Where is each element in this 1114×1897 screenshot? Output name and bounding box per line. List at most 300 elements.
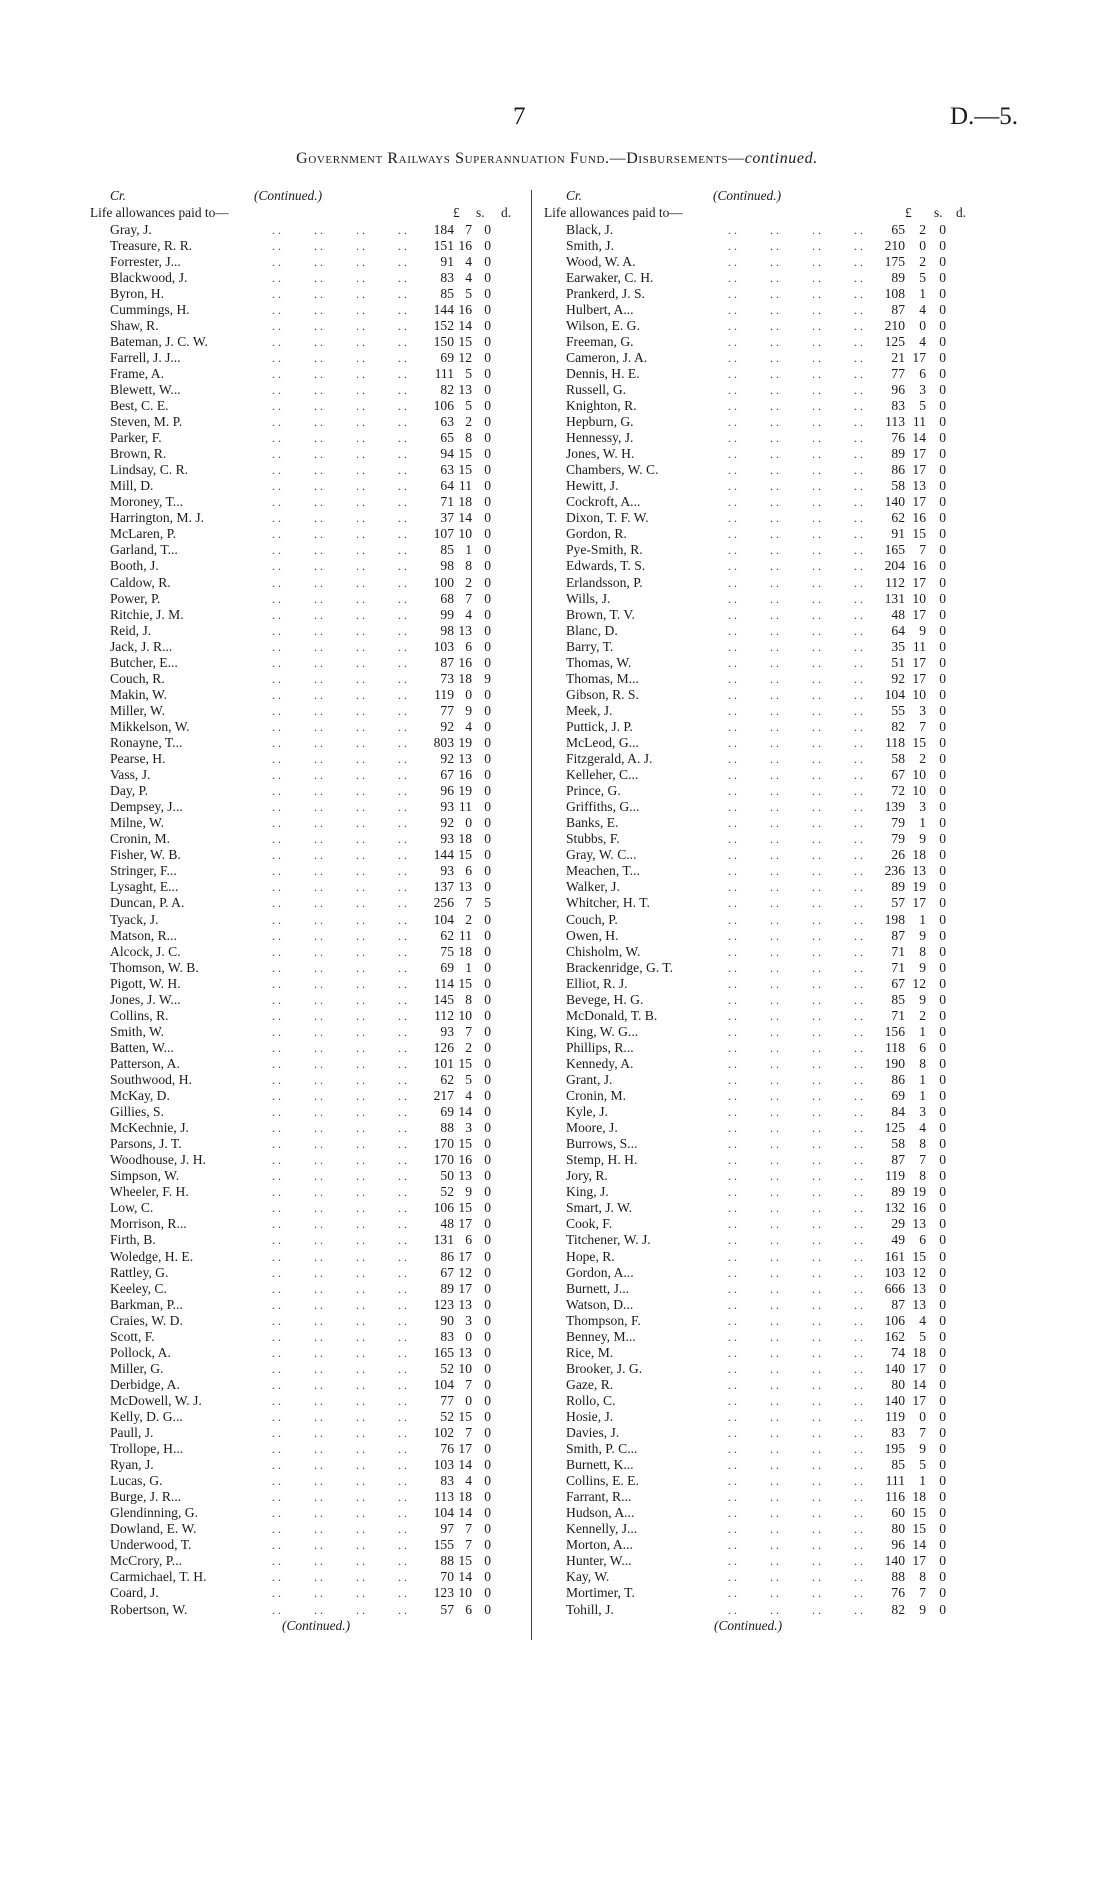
payee-name: Hepburn, G. xyxy=(566,414,634,430)
leader-dots: .. .. .. .. xyxy=(272,334,410,349)
pounds-value: 65 xyxy=(891,221,905,237)
ledger-row xyxy=(92,1361,522,1377)
payee-name: Gordon, R. xyxy=(566,526,627,542)
pounds-value: 85 xyxy=(440,285,454,301)
shillings-value: 10 xyxy=(458,1360,472,1376)
shillings-value: 7 xyxy=(919,1585,926,1601)
shillings-value: 10 xyxy=(458,1007,472,1023)
pounds-value: 190 xyxy=(884,1055,905,1071)
ledger-row xyxy=(548,735,978,751)
payee-name: Byron, H. xyxy=(110,285,164,301)
pence-value: 0 xyxy=(939,1312,946,1328)
pounds-value: 217 xyxy=(433,1088,454,1104)
shillings-value: 2 xyxy=(465,414,472,430)
shillings-value: 6 xyxy=(465,638,472,654)
payee-name: Smith, P. C... xyxy=(566,1441,638,1457)
ledger-row xyxy=(92,318,522,334)
payee-name: Jory, R. xyxy=(566,1168,608,1184)
leader-dots: .. .. .. .. xyxy=(272,992,410,1007)
leader-dots: .. .. .. .. xyxy=(728,431,866,446)
pounds-value: 113 xyxy=(434,1489,454,1505)
leader-dots: .. .. .. .. xyxy=(272,270,410,285)
ledger-row xyxy=(92,350,522,366)
ledger-row xyxy=(548,976,978,992)
payee-name: Phillips, R... xyxy=(566,1039,634,1055)
payee-name: Alcock, J. C. xyxy=(110,943,181,959)
payee-name: Patterson, A. xyxy=(110,1055,180,1071)
pence-value: 0 xyxy=(939,1168,946,1184)
ledger-row xyxy=(548,1249,978,1265)
leader-dots: .. .. .. .. xyxy=(728,415,866,430)
shillings-value: 17 xyxy=(458,1441,472,1457)
pounds-value: 210 xyxy=(884,317,905,333)
shillings-value: 13 xyxy=(912,863,926,879)
shillings-value: 7 xyxy=(465,895,472,911)
ledger-row xyxy=(92,976,522,992)
payee-name: Cockroft, A... xyxy=(566,494,641,510)
leader-dots: .. .. .. .. xyxy=(272,1554,410,1569)
ledger-row xyxy=(548,1441,978,1457)
pence-value: 0 xyxy=(939,686,946,702)
pence-value: 0 xyxy=(939,462,946,478)
pence-value: 0 xyxy=(939,991,946,1007)
ledger-row xyxy=(548,719,978,735)
shillings-value: 15 xyxy=(912,526,926,542)
shillings-value: 15 xyxy=(458,333,472,349)
page-number: 7 xyxy=(513,103,526,130)
payee-name: Jones, W. H. xyxy=(566,446,635,462)
payee-name: Southwood, H. xyxy=(110,1071,192,1087)
payee-name: Hennessy, J. xyxy=(566,430,634,446)
payee-name: Simpson, W. xyxy=(110,1168,180,1184)
shillings-value: 9 xyxy=(919,831,926,847)
pence-value: 0 xyxy=(484,1280,491,1296)
shillings-value: 13 xyxy=(458,751,472,767)
pounds-value: 113 xyxy=(885,414,905,430)
leader-dots: .. .. .. .. xyxy=(728,495,866,510)
pence-value: 0 xyxy=(484,414,491,430)
leader-dots: .. .. .. .. xyxy=(728,1426,866,1441)
leader-dots: .. .. .. .. xyxy=(728,800,866,815)
leader-dots: .. .. .. .. xyxy=(728,1474,866,1489)
pence-value: 0 xyxy=(939,799,946,815)
pounds-value: 80 xyxy=(891,1521,905,1537)
pounds-value: 65 xyxy=(440,430,454,446)
pence-value: 0 xyxy=(939,735,946,750)
pounds-value: 55 xyxy=(891,702,905,718)
leader-dots: .. .. .. .. xyxy=(272,1153,410,1168)
pounds-value: 119 xyxy=(885,1168,905,1184)
ledger-row xyxy=(548,847,978,863)
pounds-value: 82 xyxy=(440,381,454,397)
payee-name: Kay, W. xyxy=(566,1569,610,1585)
payee-name: Barkman, P... xyxy=(110,1296,183,1312)
ledger-row xyxy=(548,1602,978,1618)
leader-dots: .. .. .. .. xyxy=(272,1313,410,1328)
pounds-value: 87 xyxy=(891,1296,905,1312)
shillings-value: 5 xyxy=(465,285,472,301)
ledger-row xyxy=(92,1072,522,1088)
pounds-value: 111 xyxy=(885,1473,905,1489)
pounds-value: 165 xyxy=(433,1344,454,1360)
shillings-value: 17 xyxy=(912,606,926,622)
leader-dots: .. .. .. .. xyxy=(728,447,866,462)
payee-name: Davies, J. xyxy=(566,1425,620,1441)
leader-dots: .. .. .. .. xyxy=(272,864,410,879)
pence-value: 0 xyxy=(484,863,491,879)
pence-value: 0 xyxy=(939,975,946,991)
payee-name: Gray, W. C... xyxy=(566,847,637,863)
pence-value: 0 xyxy=(939,831,946,847)
leader-dots: .. .. .. .. xyxy=(728,607,866,622)
pounds-value: 70 xyxy=(440,1569,454,1585)
pounds-value: 123 xyxy=(433,1296,454,1312)
leader-dots: .. .. .. .. xyxy=(728,880,866,895)
ledger-row xyxy=(92,1313,522,1329)
shillings-value: 15 xyxy=(912,1248,926,1264)
continued-label: (Continued.) xyxy=(254,188,323,203)
pence-value: 0 xyxy=(939,590,946,606)
leader-dots: .. .. .. .. xyxy=(272,848,410,863)
leader-dots: .. .. .. .. xyxy=(272,366,410,381)
leader-dots: .. .. .. .. xyxy=(728,1602,866,1617)
ledger-row xyxy=(92,222,522,238)
leader-dots: .. .. .. .. xyxy=(728,639,866,654)
shillings-value: 5 xyxy=(919,398,926,414)
shillings-value: 10 xyxy=(458,1585,472,1601)
pence-value: 0 xyxy=(484,622,491,638)
shillings-value: 7 xyxy=(465,221,472,237)
payee-name: Booth, J. xyxy=(110,558,159,574)
pounds-value: 63 xyxy=(440,462,454,478)
leader-dots: .. .. .. .. xyxy=(272,1201,410,1216)
pounds-value: 76 xyxy=(891,1585,905,1601)
pounds-value: 161 xyxy=(884,1248,905,1264)
leader-dots: .. .. .. .. xyxy=(272,703,410,718)
shillings-value: 13 xyxy=(458,1344,472,1360)
payee-name: Brooker, J. G. xyxy=(566,1360,643,1376)
leader-dots: .. .. .. .. xyxy=(728,1056,866,1071)
pounds-value: 91 xyxy=(440,253,454,269)
leader-dots: .. .. .. .. xyxy=(728,1506,866,1521)
pence-value: 0 xyxy=(939,847,946,863)
pence-value: 0 xyxy=(939,253,946,269)
column-header xyxy=(92,188,522,205)
pounds-value: 92 xyxy=(891,670,905,686)
leader-dots: .. .. .. .. xyxy=(728,1201,866,1216)
ledger-row xyxy=(548,286,978,302)
shillings-value: 18 xyxy=(458,831,472,847)
leader-dots: .. .. .. .. xyxy=(728,1281,866,1296)
ledger-row xyxy=(548,254,978,270)
column-divider xyxy=(531,190,532,1640)
shillings-value: 18 xyxy=(458,943,472,959)
pounds-value: 74 xyxy=(891,1344,905,1360)
leader-dots: .. .. .. .. xyxy=(272,382,410,397)
ledger-row xyxy=(548,510,978,526)
shillings-value: 17 xyxy=(912,895,926,911)
shillings-value: 12 xyxy=(458,1264,472,1280)
leader-dots: .. .. .. .. xyxy=(728,334,866,349)
left-column xyxy=(90,188,522,1633)
leader-dots: .. .. .. .. xyxy=(272,1297,410,1312)
leader-dots: .. .. .. .. xyxy=(272,1249,410,1264)
cr-label: Cr. xyxy=(566,188,583,203)
pounds-value: 175 xyxy=(884,253,905,269)
shillings-value: 1 xyxy=(919,815,926,831)
shillings-header: s. xyxy=(934,205,943,220)
ledger-row xyxy=(548,1585,978,1601)
shillings-value: 13 xyxy=(912,1216,926,1232)
pence-value: 0 xyxy=(484,1376,491,1392)
pounds-value: 62 xyxy=(440,927,454,943)
shillings-value: 8 xyxy=(919,1136,926,1152)
shillings-value: 0 xyxy=(465,1328,472,1344)
leader-dots: .. .. .. .. xyxy=(728,784,866,799)
pounds-value: 79 xyxy=(891,831,905,847)
pounds-value: 67 xyxy=(440,1264,454,1280)
ledger-row xyxy=(92,591,522,607)
pence-value: 0 xyxy=(939,1039,946,1055)
shillings-value: 11 xyxy=(458,927,472,943)
payee-name: Bevege, H. G. xyxy=(566,991,644,1007)
ledger-row xyxy=(548,1345,978,1361)
ledger-row xyxy=(548,799,978,815)
leader-dots: .. .. .. .. xyxy=(272,318,410,333)
leader-dots: .. .. .. .. xyxy=(272,1281,410,1296)
pence-value: 0 xyxy=(939,702,946,718)
pounds-value: 35 xyxy=(891,638,905,654)
pounds-value: 52 xyxy=(440,1360,454,1376)
ledger-row xyxy=(548,831,978,847)
ledger-row xyxy=(548,222,978,238)
shillings-value: 8 xyxy=(919,943,926,959)
payee-name: Moroney, T... xyxy=(110,494,183,510)
shillings-value: 14 xyxy=(458,1104,472,1120)
shillings-value: 17 xyxy=(912,494,926,510)
pounds-value: 96 xyxy=(891,381,905,397)
leader-dots: .. .. .. .. xyxy=(272,1217,410,1232)
ledger-row xyxy=(548,992,978,1008)
pence-value: 0 xyxy=(484,927,491,943)
ledger-row xyxy=(92,575,522,591)
pounds-value: 71 xyxy=(891,943,905,959)
shillings-value: 8 xyxy=(465,991,472,1007)
ledger-row xyxy=(548,1265,978,1281)
payee-name: Gray, J. xyxy=(110,221,152,237)
shillings-value: 0 xyxy=(919,1408,926,1424)
shillings-value: 5 xyxy=(465,398,472,414)
leader-dots: .. .. .. .. xyxy=(728,559,866,574)
leader-dots: .. .. .. .. xyxy=(272,543,410,558)
ledger-row xyxy=(548,928,978,944)
shillings-value: 8 xyxy=(465,430,472,446)
leader-dots: .. .. .. .. xyxy=(728,1345,866,1360)
title-main: Government Railways Superannuation Fund.—Disbursements— xyxy=(296,150,745,167)
ledger-row xyxy=(548,1393,978,1409)
shillings-value: 13 xyxy=(458,622,472,638)
pence-value: 0 xyxy=(939,478,946,494)
shillings-value: 0 xyxy=(465,1392,472,1408)
payee-name: Black, J. xyxy=(566,221,614,237)
shillings-value: 7 xyxy=(465,1425,472,1441)
pounds-value: 93 xyxy=(440,799,454,815)
leader-dots: .. .. .. .. xyxy=(272,1377,410,1392)
cr-label: Cr. xyxy=(110,188,127,203)
payee-name: Cummings, H. xyxy=(110,301,190,317)
pence-value: 0 xyxy=(939,654,946,670)
pounds-value: 88 xyxy=(440,1120,454,1136)
ledger-row xyxy=(92,382,522,398)
payee-name: Grant, J. xyxy=(566,1071,613,1087)
section-label: Life allowances paid to— xyxy=(544,205,683,220)
payee-name: Pollock, A. xyxy=(110,1344,171,1360)
ledger-row xyxy=(92,1329,522,1345)
payee-name: Miller, W. xyxy=(110,702,165,718)
pence-value: 0 xyxy=(484,815,491,831)
pence-value: 0 xyxy=(939,526,946,542)
pence-value: 0 xyxy=(939,1457,946,1473)
payee-name: Griffiths, G... xyxy=(566,799,640,815)
shillings-value: 10 xyxy=(912,767,926,783)
ledger-row xyxy=(548,478,978,494)
ledger-row xyxy=(92,430,522,446)
ledger-row xyxy=(548,1184,978,1200)
leader-dots: .. .. .. .. xyxy=(272,719,410,734)
pence-value: 0 xyxy=(484,1537,491,1553)
pence-value: 0 xyxy=(484,1136,491,1152)
ledger-row xyxy=(548,526,978,542)
pence-value: 0 xyxy=(939,317,946,333)
payee-name: Miller, G. xyxy=(110,1360,164,1376)
payee-name: Morrison, R... xyxy=(110,1216,187,1232)
ledger-row xyxy=(92,414,522,430)
shillings-value: 16 xyxy=(458,654,472,670)
leader-dots: .. .. .. .. xyxy=(272,880,410,895)
ledger-row xyxy=(92,1152,522,1168)
ledger-row xyxy=(92,1537,522,1553)
shillings-value: 10 xyxy=(458,526,472,542)
pence-value: 0 xyxy=(484,1232,491,1248)
shillings-value: 15 xyxy=(912,1505,926,1521)
pounds-value: 114 xyxy=(434,975,454,991)
ledger-row xyxy=(548,446,978,462)
ledger-row xyxy=(92,944,522,960)
ledger-row xyxy=(548,334,978,350)
payee-name: McCrory, P... xyxy=(110,1553,182,1569)
pounds-value: 123 xyxy=(433,1585,454,1601)
payee-name: Chambers, W. C. xyxy=(566,462,659,478)
pence-value: 0 xyxy=(484,799,491,815)
payee-name: Woledge, H. E. xyxy=(110,1248,194,1264)
shillings-value: 4 xyxy=(919,1312,926,1328)
pence-value: 0 xyxy=(484,879,491,895)
payee-name: Lysaght, E... xyxy=(110,879,179,895)
leader-dots: .. .. .. .. xyxy=(272,1538,410,1553)
ledger-row xyxy=(92,254,522,270)
ledger-row xyxy=(92,1056,522,1072)
shillings-value: 15 xyxy=(458,1553,472,1569)
ledger-row xyxy=(548,1024,978,1040)
ledger-row xyxy=(548,1136,978,1152)
payee-name: Reid, J. xyxy=(110,622,152,638)
pence-value: 0 xyxy=(484,783,491,799)
shillings-value: 6 xyxy=(465,863,472,879)
leader-dots: .. .. .. .. xyxy=(728,222,866,237)
payee-name: Caldow, R. xyxy=(110,574,171,590)
ledger-row xyxy=(92,799,522,815)
shillings-value: 15 xyxy=(458,446,472,462)
leader-dots: .. .. .. .. xyxy=(728,655,866,670)
shillings-value: 1 xyxy=(919,911,926,927)
ledger-row xyxy=(92,687,522,703)
leader-dots: .. .. .. .. xyxy=(272,1474,410,1489)
payee-name: Puttick, J. P. xyxy=(566,718,633,734)
ledger-row xyxy=(548,751,978,767)
payee-name: Kyle, J. xyxy=(566,1104,608,1120)
shillings-value: 15 xyxy=(458,462,472,478)
leader-dots: .. .. .. .. xyxy=(272,1602,410,1617)
pence-value: 0 xyxy=(484,654,491,670)
payee-name: Power, P. xyxy=(110,590,161,606)
ledger-row xyxy=(92,1585,522,1601)
ledger-row xyxy=(548,1281,978,1297)
pounds-value: 106 xyxy=(433,398,454,414)
ledger-row xyxy=(92,1200,522,1216)
pence-value: 0 xyxy=(939,1264,946,1280)
payee-name: Farrell, J. J... xyxy=(110,349,181,365)
ledger-row xyxy=(548,558,978,574)
payee-name: Best, C. E. xyxy=(110,398,169,414)
shillings-value: 5 xyxy=(919,269,926,285)
leader-dots: .. .. .. .. xyxy=(272,1329,410,1344)
shillings-value: 2 xyxy=(919,221,926,237)
pence-value: 0 xyxy=(484,526,491,542)
shillings-value: 6 xyxy=(919,1232,926,1248)
pounds-value: 52 xyxy=(440,1408,454,1424)
shillings-value: 17 xyxy=(912,349,926,365)
leader-dots: .. .. .. .. xyxy=(728,270,866,285)
shillings-value: 14 xyxy=(458,1569,472,1585)
ledger-row xyxy=(92,1040,522,1056)
payee-name: Burrows, S... xyxy=(566,1136,638,1152)
leader-dots: .. .. .. .. xyxy=(272,736,410,750)
ledger-row xyxy=(92,992,522,1008)
leader-dots: .. .. .. .. xyxy=(272,1040,410,1055)
pounds-value: 155 xyxy=(433,1537,454,1553)
pounds-value: 204 xyxy=(884,558,905,574)
payee-name: Brown, R. xyxy=(110,446,167,462)
pence-value: 0 xyxy=(939,1088,946,1104)
pounds-value: 92 xyxy=(440,718,454,734)
pence-value: 0 xyxy=(484,494,491,510)
ledger-row xyxy=(548,1297,978,1313)
ledger-row xyxy=(92,623,522,639)
pounds-value: 50 xyxy=(440,1168,454,1184)
leader-dots: .. .. .. .. xyxy=(272,1008,410,1023)
ledger-row xyxy=(92,1088,522,1104)
pounds-value: 82 xyxy=(891,718,905,734)
ledger-row xyxy=(92,655,522,671)
leader-dots: .. .. .. .. xyxy=(272,655,410,670)
pounds-value: 71 xyxy=(891,1007,905,1023)
payee-name: Woodhouse, J. H. xyxy=(110,1152,206,1168)
continued-footer: (Continued.) xyxy=(714,1617,783,1633)
pence-value: 0 xyxy=(939,510,946,526)
pounds-value: 112 xyxy=(434,1007,454,1023)
pence-value: 0 xyxy=(484,686,491,702)
shillings-value: 4 xyxy=(465,269,472,285)
